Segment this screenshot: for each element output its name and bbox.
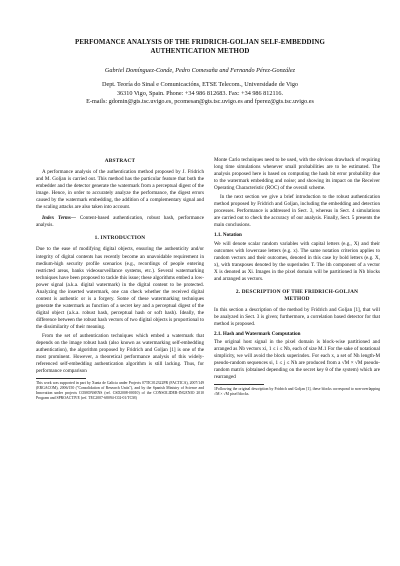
index-terms: [36, 215, 204, 229]
right-paragraph-1: Monte Carlo techniques need to be used, with the obvious drawback of requiring long time simulations whenever small probabilities are to be estimated. The analysis proposed here is based on computing the hash bit error probability due to the watermark embedding and noise; and showing its impact on the Receiver Operating Characteristic (ROC) of the overall scheme.: [214, 157, 380, 192]
section-2-heading-line-1: 2. DESCRIPTION OF THE FRIDRICH-GOLJAN: [235, 288, 359, 295]
paper-affiliation: [30, 81, 370, 107]
introduction-heading: 1. INTRODUCTION: [94, 235, 146, 242]
paper-authors: Gabriel Domínguez-Conde, Pedro Comesaña and Fernando Pérez-González: [104, 67, 296, 74]
footnote-rule: [36, 378, 86, 379]
index-terms-label: Index Terms—: [42, 215, 76, 222]
affiliation-emails: E-mails: gdomin@gts.tsc.uvigo.es, pcomesan@gts.tsc.uvigo.es and fperez@gts.tsc.uvigo.es: [86, 98, 314, 106]
affiliation-address: 36310 Vigo, Spain. Phone: +34 986 812683. Fax: +34 986 812116.: [116, 89, 284, 97]
subsection-2-1-text: The original host signal in the pixel domain is block-wise partitioned and arranged as Nb vectors xi, 1 ≤ i ≤ Nb, each of size M.1 For the sake of notational simplicity, we will avoid the block superindex. For each x, a set of Nh length-M pseudo-random sequences si, 1 ≤ j ≤ Nh are produced from a √M × √M pseudo-random matrix (obtained depending on the secret key θ of the system) which are rearranged: [214, 339, 380, 381]
paper-title-line-1: PERFOMANCE ANALYSIS OF THE FRIDRICH-GOLJAN SELF-EMBEDDING: [75, 39, 325, 46]
abstract-heading: ABSTRACT: [104, 158, 136, 164]
section-2-heading-line-2: METHOD: [284, 295, 310, 302]
right-column: [214, 157, 380, 397]
introduction-paragraph-2: From the set of authentication techniques which embed a watermark that depends on the image robust hash (also known as watermarking self-embedding authentication), the algorithm proposed by Fridrich and Goljan [1] is one of the most prominent. However, a theoretical performance analysis of this widely-referenced self-embedding authentication algorithm is still lacking. Thus, for performance comparison: [36, 333, 204, 375]
notation-heading: 1.1. Notation: [214, 232, 242, 239]
section-2-heading: [214, 289, 380, 303]
section-2-text: In this section a description of the method by Fridrich and Goljan [1], that will be analyzed in Sect. 3 is given; furthermore, a correlation based detector for that method is proposed.: [214, 306, 380, 327]
right-paragraph-2: In the next section we give a brief introduction to the robust authentication method proposed by Fridrich and Goljan, including the embedding and detection processes. Performance is addressed in Sect. 3, whereas in Sect. 4 simulations are carried out to check the accuracy of our analysis. Finally, Sect. 5 presents the main conclusions.: [214, 194, 380, 229]
introduction-paragraph-1: Due to the ease of modifying digital objects, ensuring the authenticity and/or integrity of digital contents has recently become an unavoidable requirement in medium-high security profile scenarios (e.g., recordings of people entering restricted areas, banks videosurveillance systems, etc.). Several watermarking techniques have been proposed to tackle this issue; these algorithms embed a low-power signal (a.k.a. digital watermark) in the digital content to be protected. Analyzing the inserted watermark, one can check whether the received digital content is authentic or is a forgery. Some of these watermarking techniques generate the watermark as function of a secret key and a perceptual digest of the digital object (a.k.a. robust hash, perceptual hash or soft hash). Ideally, the difference between the robust hash vectors of two digital objects is proportional to the dissimilarity of their meaning.: [36, 246, 204, 330]
abstract-text: A performance analysis of the authentication method proposed by J. Fridrich and M. Goljan is carried out. This method has the particular feature that both the embedder and the detector generate the watermark from a perceptual digest of the image. Hence, in order to accurately analyze the performance, the digest errors caused by the watermark embedding, the addition of a complementary signal and the scaling attacks are also taken into account.: [36, 169, 204, 211]
paper-title-line-2: AUTHENTICATION METHOD: [150, 48, 250, 55]
funding-footnote: This work was supported in part by Xunta de Galicia under Projects 07TIC012322PR (FACTICA), 2007/149 (ERGACOM), 2006/150 ("Consolidation of Research Units"), and by the Spanish Ministry of Science and Innovation under projects COMONSENS (ref. CSD2008-00010) of the CONSOLIDER-INGENIO 2010 Program and SPROACTIVE (ref. TEC2007-68094-C02-01/TCM): [36, 381, 204, 401]
paper-title: [34, 38, 366, 56]
left-column: [36, 158, 204, 401]
notation-text: We will denote scalar random variables with capital letters (e.g., X) and their outcomes with lowercase letters (e.g. x). The same notation criterion applies to random vectors and their outcomes, denoted in this case by bold letters (e.g. X, x), with transposes denoted by the superindex T. The ith component of a vector X is denoted as Xi. Images in the pixel domain will be partitioned in Nb blocks and arranged as vectors.: [214, 240, 380, 282]
block-footnote: 1Following the original description by Fridrich and Goljan [1], these blocks correspond to non-overlapping √M × √M pixel blocks.: [214, 387, 380, 397]
index-terms-text: Content-based authentication, robust hash, performance analysis.: [36, 215, 205, 229]
right-footnote-rule: [214, 384, 264, 385]
affiliation-department: Dept. Teoría do Sinal e Comunicacións, ETSE Telecom., Universidade de Vigo: [101, 81, 299, 88]
subsection-2-1-heading: 2.1. Hash and Watermark Computation: [214, 331, 301, 338]
